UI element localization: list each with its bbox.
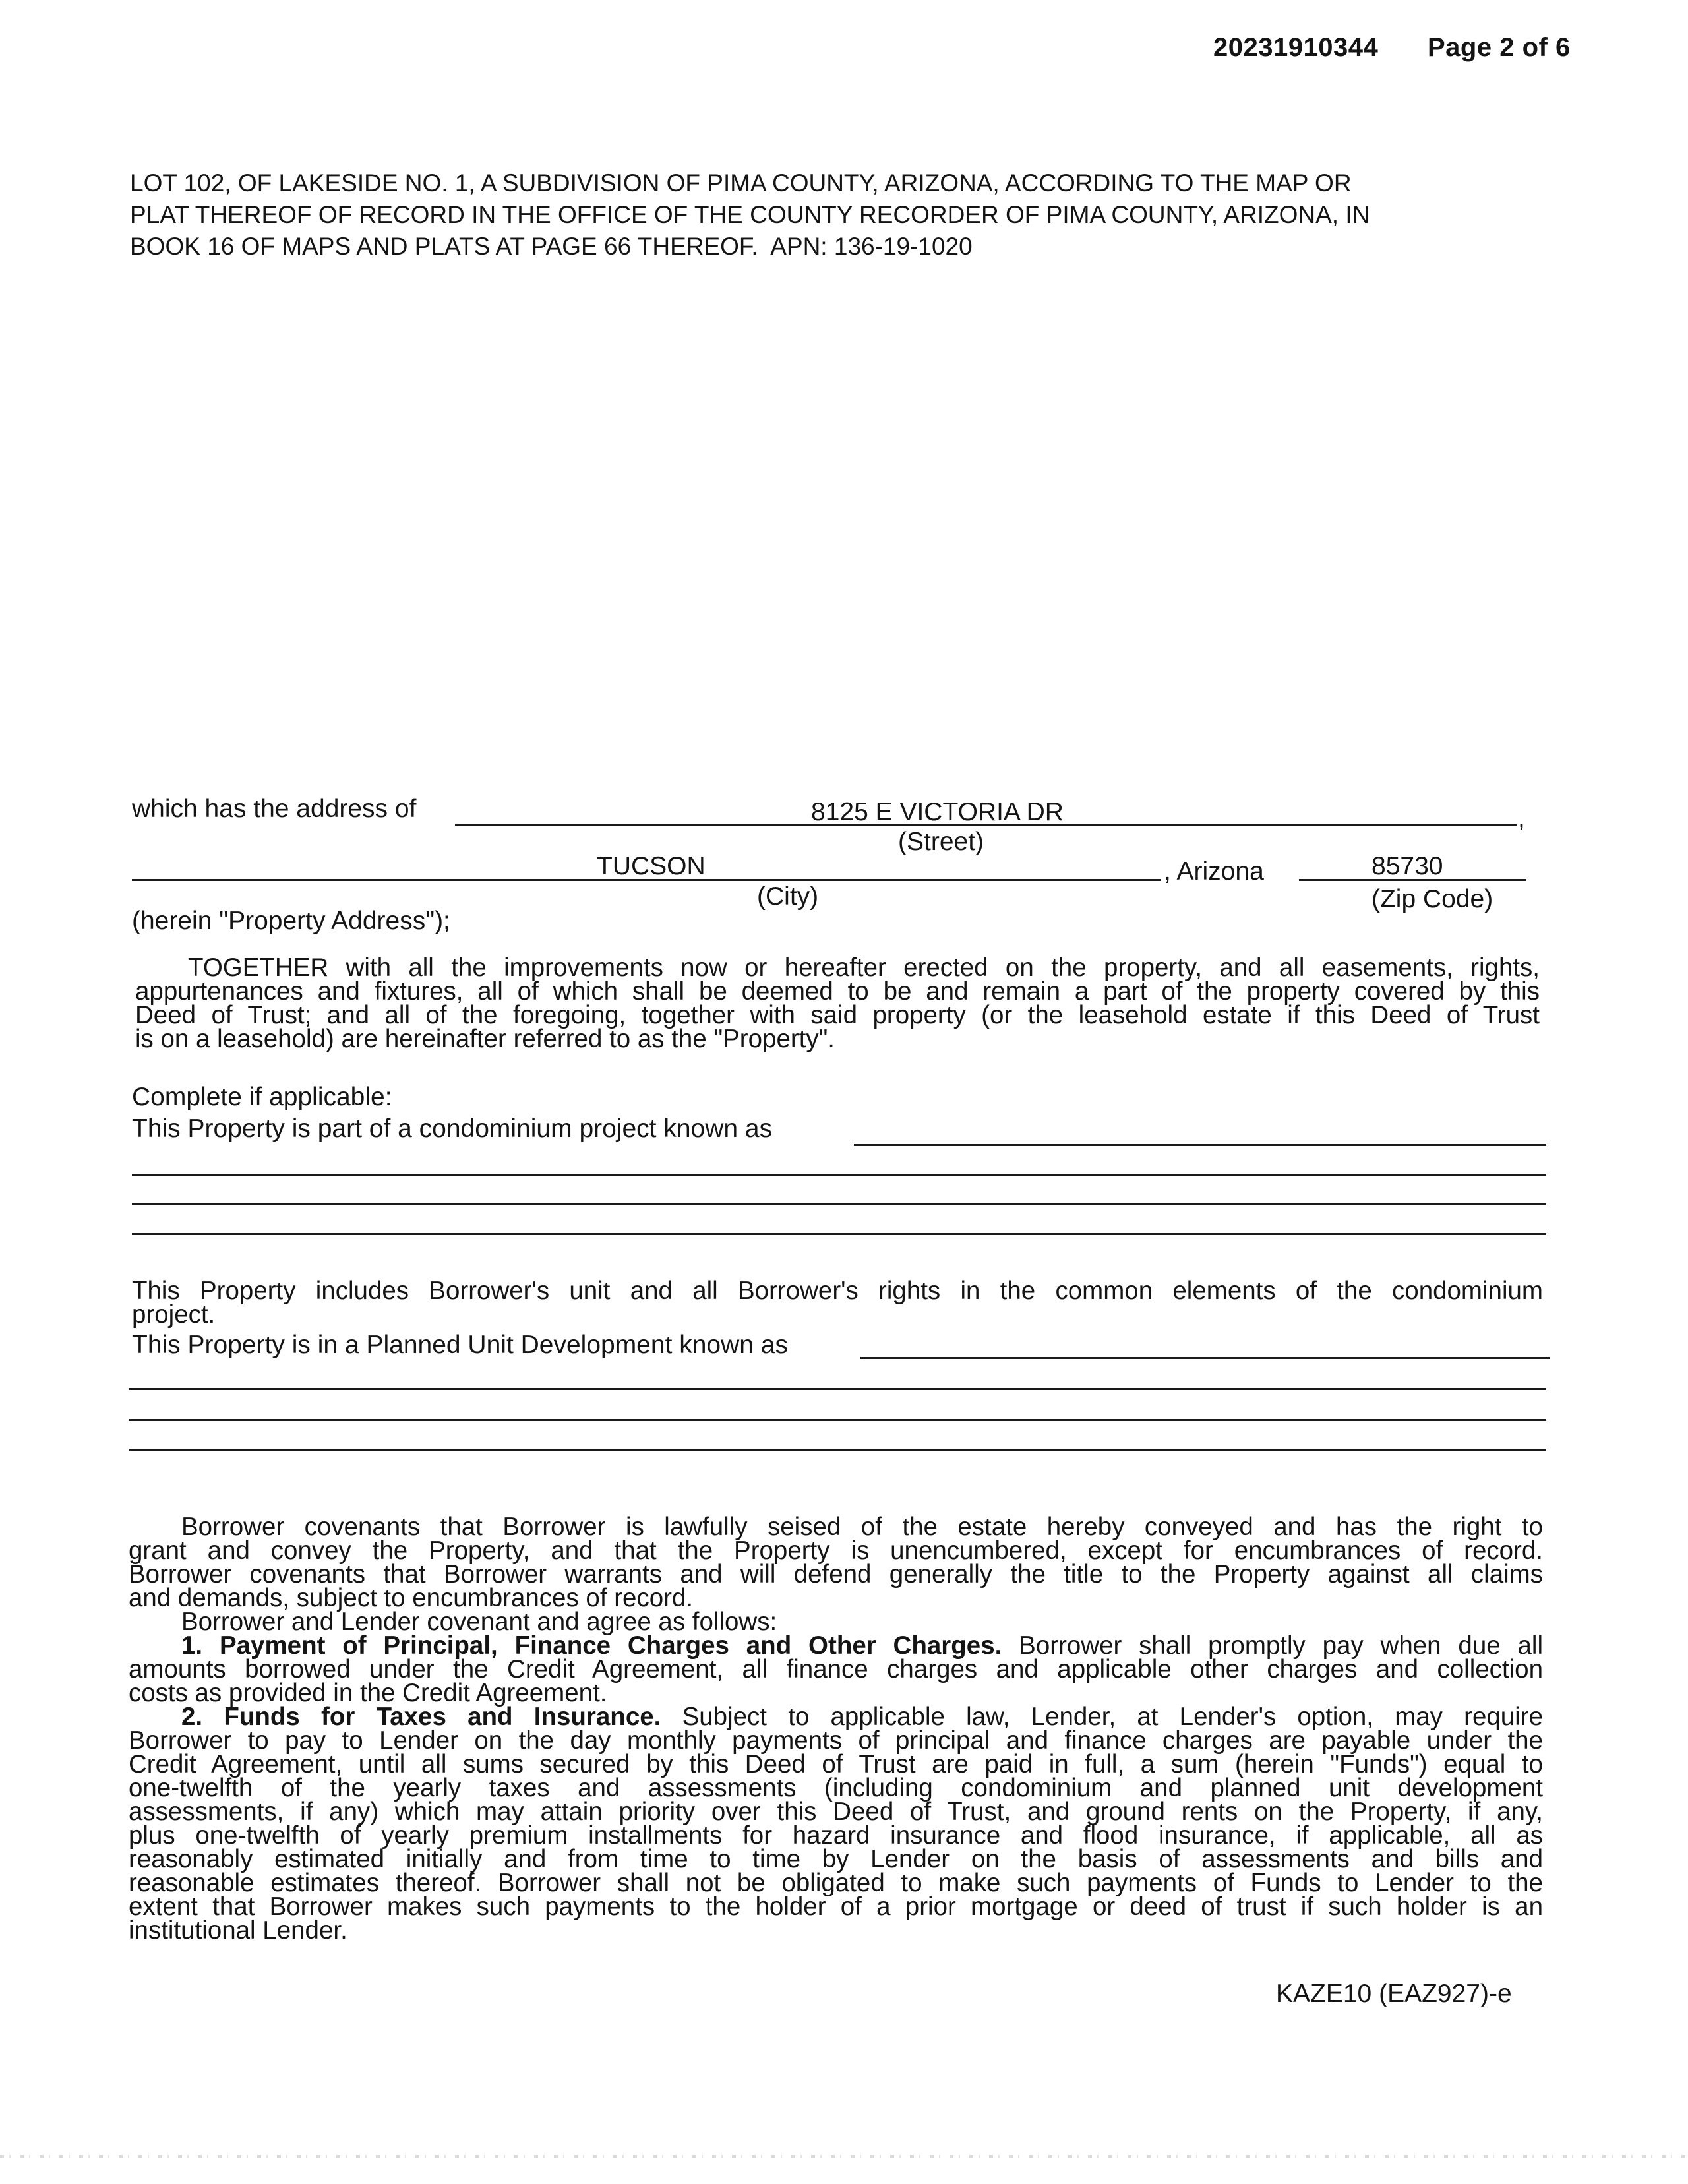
pud-name-line[interactable] <box>860 1357 1550 1359</box>
covenant-line: costs as provided in the Credit Agreement. <box>129 1679 607 1707</box>
covenant-line: and demands, subject to encumbrances of record. <box>129 1584 694 1612</box>
covenant-line: plus one-twelfth of yearly premium installments for hazard insurance and flood insurance, if applicable, all as <box>129 1821 1543 1850</box>
pud-label: This Property is in a Planned Unit Development known as <box>132 1331 788 1359</box>
pud-blank-line[interactable] <box>129 1449 1546 1451</box>
address-intro: which has the address of <box>132 795 417 823</box>
city-value: TUCSON <box>597 852 706 880</box>
paragraph-line: appurtenances and fixtures, all of which shall be deemed to be and remain a part of the property covered by this <box>135 977 1540 1006</box>
paragraph-line: TOGETHER with all the improvements now or hereafter erected on the property, and all easements, rights, <box>188 954 1540 982</box>
covenant-line: Borrower to pay to Lender on the day monthly payments of principal and finance charges are payable under the <box>129 1726 1543 1755</box>
item1-text: Borrower shall promptly pay when due all <box>1002 1631 1544 1660</box>
covenant-line: institutional Lender. <box>129 1916 347 1945</box>
covenant-line: Borrower covenants that Borrower is lawfully seised of the estate hereby conveyed and has the right to <box>181 1513 1543 1541</box>
together-paragraph <box>135 956 1540 1051</box>
covenant-intro: Borrower and Lender covenant and agree as follows: <box>181 1608 777 1636</box>
covenant-line: extent that Borrower makes such payments to the holder of a prior mortgage or deed of trust if such holder is an <box>129 1893 1543 1921</box>
covenant-line: amounts borrowed under the Credit Agreement, all finance charges and applicable other charges and collection <box>129 1655 1543 1684</box>
street-caption: (Street) <box>898 828 984 856</box>
covenant-line: reasonably estimated initially and from time to time by Lender on the basis of assessments and bills and <box>129 1845 1543 1873</box>
paragraph-line: is on a leasehold) are hereinafter referred to as the "Property". <box>135 1025 835 1053</box>
paragraph-line: This Property includes Borrower's unit and all Borrower's rights in the common elements of the condominium <box>132 1277 1543 1305</box>
pud-blank-line[interactable] <box>129 1388 1546 1390</box>
covenant-line: assessments, if any) which may attain priority over this Deed of Trust, and ground rents on the Property, if any, <box>129 1798 1543 1826</box>
legal-line: BOOK 16 OF MAPS AND PLATS AT PAGE 66 THEREOF. APN: 136-19-1020 <box>130 233 973 260</box>
street-value: 8125 E VICTORIA DR <box>811 798 1064 826</box>
scan-edge-noise <box>0 2155 1688 2158</box>
form-code: KAZE10 (EAZ927)-e <box>1276 1980 1512 2008</box>
property-address-herein: (herein "Property Address"); <box>132 907 450 935</box>
covenants-section <box>129 1515 1543 1943</box>
covenant-line: reasonable estimates thereof. Borrower shall not be obligated to make such payments of Funds to Lender to the <box>129 1869 1543 1897</box>
paragraph-line: project. <box>132 1300 216 1329</box>
complete-if-applicable: Complete if applicable: <box>132 1083 392 1111</box>
covenant-line: one-twelfth of the yearly taxes and assessments (including condominium and planned unit development <box>129 1774 1543 1802</box>
condo-name-line[interactable] <box>854 1144 1546 1146</box>
zip-caption: (Zip Code) <box>1372 885 1493 913</box>
item2-heading: 2. Funds for Taxes and Insurance. <box>181 1703 661 1731</box>
item1-first-line <box>129 1631 1544 1660</box>
item2-text: Subject to applicable law, Lender, at Lender's option, may require <box>661 1703 1543 1731</box>
street-comma: , <box>1518 804 1525 833</box>
item1-heading: 1. Payment of Principal, Finance Charges and Other Charges. <box>181 1631 1002 1660</box>
condo-label: This Property is part of a condominium project known as <box>132 1114 773 1143</box>
state-text: , Arizona <box>1164 857 1264 886</box>
page-indicator: Page 2 of 6 <box>1428 33 1571 62</box>
city-caption: (City) <box>757 882 819 911</box>
condo-includes-paragraph <box>132 1279 1543 1327</box>
legal-line: LOT 102, OF LAKESIDE NO. 1, A SUBDIVISION OF PIMA COUNTY, ARIZONA, ACCORDING TO THE MAP OR <box>130 169 1352 197</box>
pud-blank-line[interactable] <box>129 1419 1546 1421</box>
zip-value: 85730 <box>1372 852 1443 880</box>
condo-blank-line[interactable] <box>132 1233 1546 1235</box>
condo-blank-line[interactable] <box>132 1203 1546 1205</box>
item2-first-line <box>129 1705 1543 1729</box>
covenant-line: Borrower covenants that Borrower warrants and will defend generally the title to the Property against all claims <box>129 1560 1543 1589</box>
covenant-line: Credit Agreement, until all sums secured by this Deed of Trust are paid in full, a sum (herein "Funds") equal to <box>129 1750 1543 1778</box>
covenant-line: grant and convey the Property, and that the Property is unencumbered, except for encumbrances of record. <box>129 1536 1543 1565</box>
condo-blank-line[interactable] <box>132 1174 1546 1176</box>
legal-line: PLAT THEREOF OF RECORD IN THE OFFICE OF THE COUNTY RECORDER OF PIMA COUNTY, ARIZONA, IN <box>130 201 1370 228</box>
paragraph-line: Deed of Trust; and all of the foregoing, together with said property (or the leasehold estate if this Deed of Trust <box>135 1001 1540 1029</box>
document-number: 20231910344 <box>1213 33 1379 62</box>
